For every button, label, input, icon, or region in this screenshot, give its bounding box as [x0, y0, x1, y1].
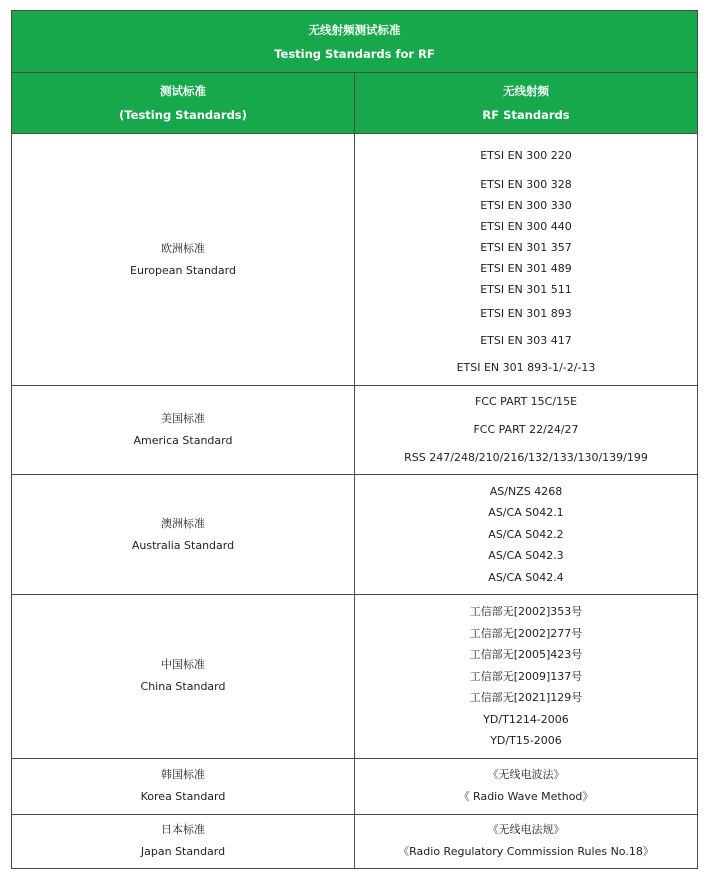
standard-item: ETSI EN 300 220: [480, 149, 572, 162]
standard-item: AS/CA S042.3: [488, 549, 564, 563]
table-body: [12, 134, 698, 869]
standard-item: ETSI EN 300 440: [480, 220, 572, 233]
table-row: [12, 134, 698, 386]
region-name-zh: 美国标准: [161, 412, 205, 425]
region-name-zh: 欧洲标准: [161, 241, 205, 255]
standards-list: [355, 817, 697, 865]
standard-item: FCC PART 22/24/27: [473, 423, 579, 436]
region-name-zh: 中国标准: [161, 658, 205, 672]
standards-cell: [355, 814, 698, 868]
standard-item: 工信部无[2002]277号: [469, 626, 583, 640]
standard-item: 《Radio Regulatory Commission Rules No.18》: [398, 845, 654, 859]
table-title-cell: [12, 11, 698, 73]
standard-item: 《 Radio Wave Method》: [458, 790, 594, 804]
region-cell: [12, 758, 355, 814]
standard-item: AS/CA S042.1: [488, 506, 564, 520]
standards-list: [355, 762, 697, 810]
header-col2-en: RF Standards: [482, 108, 570, 122]
region-cell: [12, 814, 355, 868]
region-name-en: Japan Standard: [140, 845, 226, 859]
standards-cell: [355, 595, 698, 759]
table-row: [12, 595, 698, 759]
standards-list: [355, 134, 697, 385]
table-row: [12, 814, 698, 868]
standard-item: 工信部无[2009]137号: [469, 669, 583, 683]
rf-standards-table: [11, 10, 698, 869]
title-zh: 无线射频测试标准: [308, 22, 401, 37]
region-cell: [12, 475, 355, 595]
region-name-en: European Standard: [130, 263, 236, 277]
region-cell: [12, 134, 355, 386]
standards-list: [355, 386, 697, 474]
standard-item: AS/CA S042.2: [488, 527, 564, 541]
table-row: [12, 758, 698, 814]
table-header-row: [12, 73, 698, 134]
standards-cell: [355, 134, 698, 386]
standard-item: 工信部无[2021]129号: [469, 691, 583, 705]
standard-item: 《无线电波法》: [487, 768, 565, 782]
standard-item: ETSI EN 300 330: [480, 199, 572, 212]
standards-list: [355, 475, 697, 594]
standard-item: ETSI EN 300 328: [480, 178, 572, 191]
region-name-zh: 澳洲标准: [161, 516, 205, 530]
standards-cell: [355, 758, 698, 814]
table-row: [12, 386, 698, 475]
region-name-en: Australia Standard: [131, 538, 235, 552]
standard-item: ETSI EN 301 893: [480, 307, 572, 320]
standard-item: ETSI EN 301 511: [480, 283, 572, 296]
region-name-en: Korea Standard: [140, 790, 226, 804]
standards-cell: [355, 475, 698, 595]
header-col2-zh: 无线射频: [503, 84, 549, 98]
standard-item: ETSI EN 301 357: [480, 241, 572, 254]
standard-item: YD/T15-2006: [490, 734, 562, 748]
table-title-row: [12, 11, 698, 73]
table-row: [12, 475, 698, 595]
region-name-en: America Standard: [133, 434, 233, 447]
standard-item: RSS 247/248/210/216/132/133/130/139/199: [404, 451, 648, 464]
standard-item: FCC PART 15C/15E: [474, 395, 578, 408]
standards-list: [355, 595, 697, 758]
standards-cell: [355, 386, 698, 475]
region-cell: [12, 386, 355, 475]
standard-item: AS/CA S042.4: [488, 570, 564, 584]
standard-item: 工信部无[2005]423号: [469, 648, 583, 662]
region-name-zh: 日本标准: [161, 823, 205, 837]
region-name-zh: 韩国标准: [161, 768, 205, 782]
standard-item: ETSI EN 301 893-1/-2/-13: [456, 361, 596, 374]
standard-item: ETSI EN 303 417: [480, 334, 572, 347]
header-col1-zh: 测试标准: [160, 84, 206, 98]
standard-item: AS/NZS 4268: [489, 485, 563, 498]
standard-item: 《无线电法规》: [487, 823, 565, 837]
header-col1-en: (Testing Standards): [119, 108, 247, 122]
title-en: Testing Standards for RF: [274, 46, 435, 61]
standard-item: ETSI EN 301 489: [480, 262, 572, 275]
header-rf-standards: [355, 73, 698, 134]
region-name-en: China Standard: [140, 680, 226, 694]
standard-item: YD/T1214-2006: [483, 712, 569, 726]
header-testing-standards: [12, 73, 355, 134]
region-cell: [12, 595, 355, 759]
standard-item: 工信部无[2002]353号: [469, 605, 583, 619]
